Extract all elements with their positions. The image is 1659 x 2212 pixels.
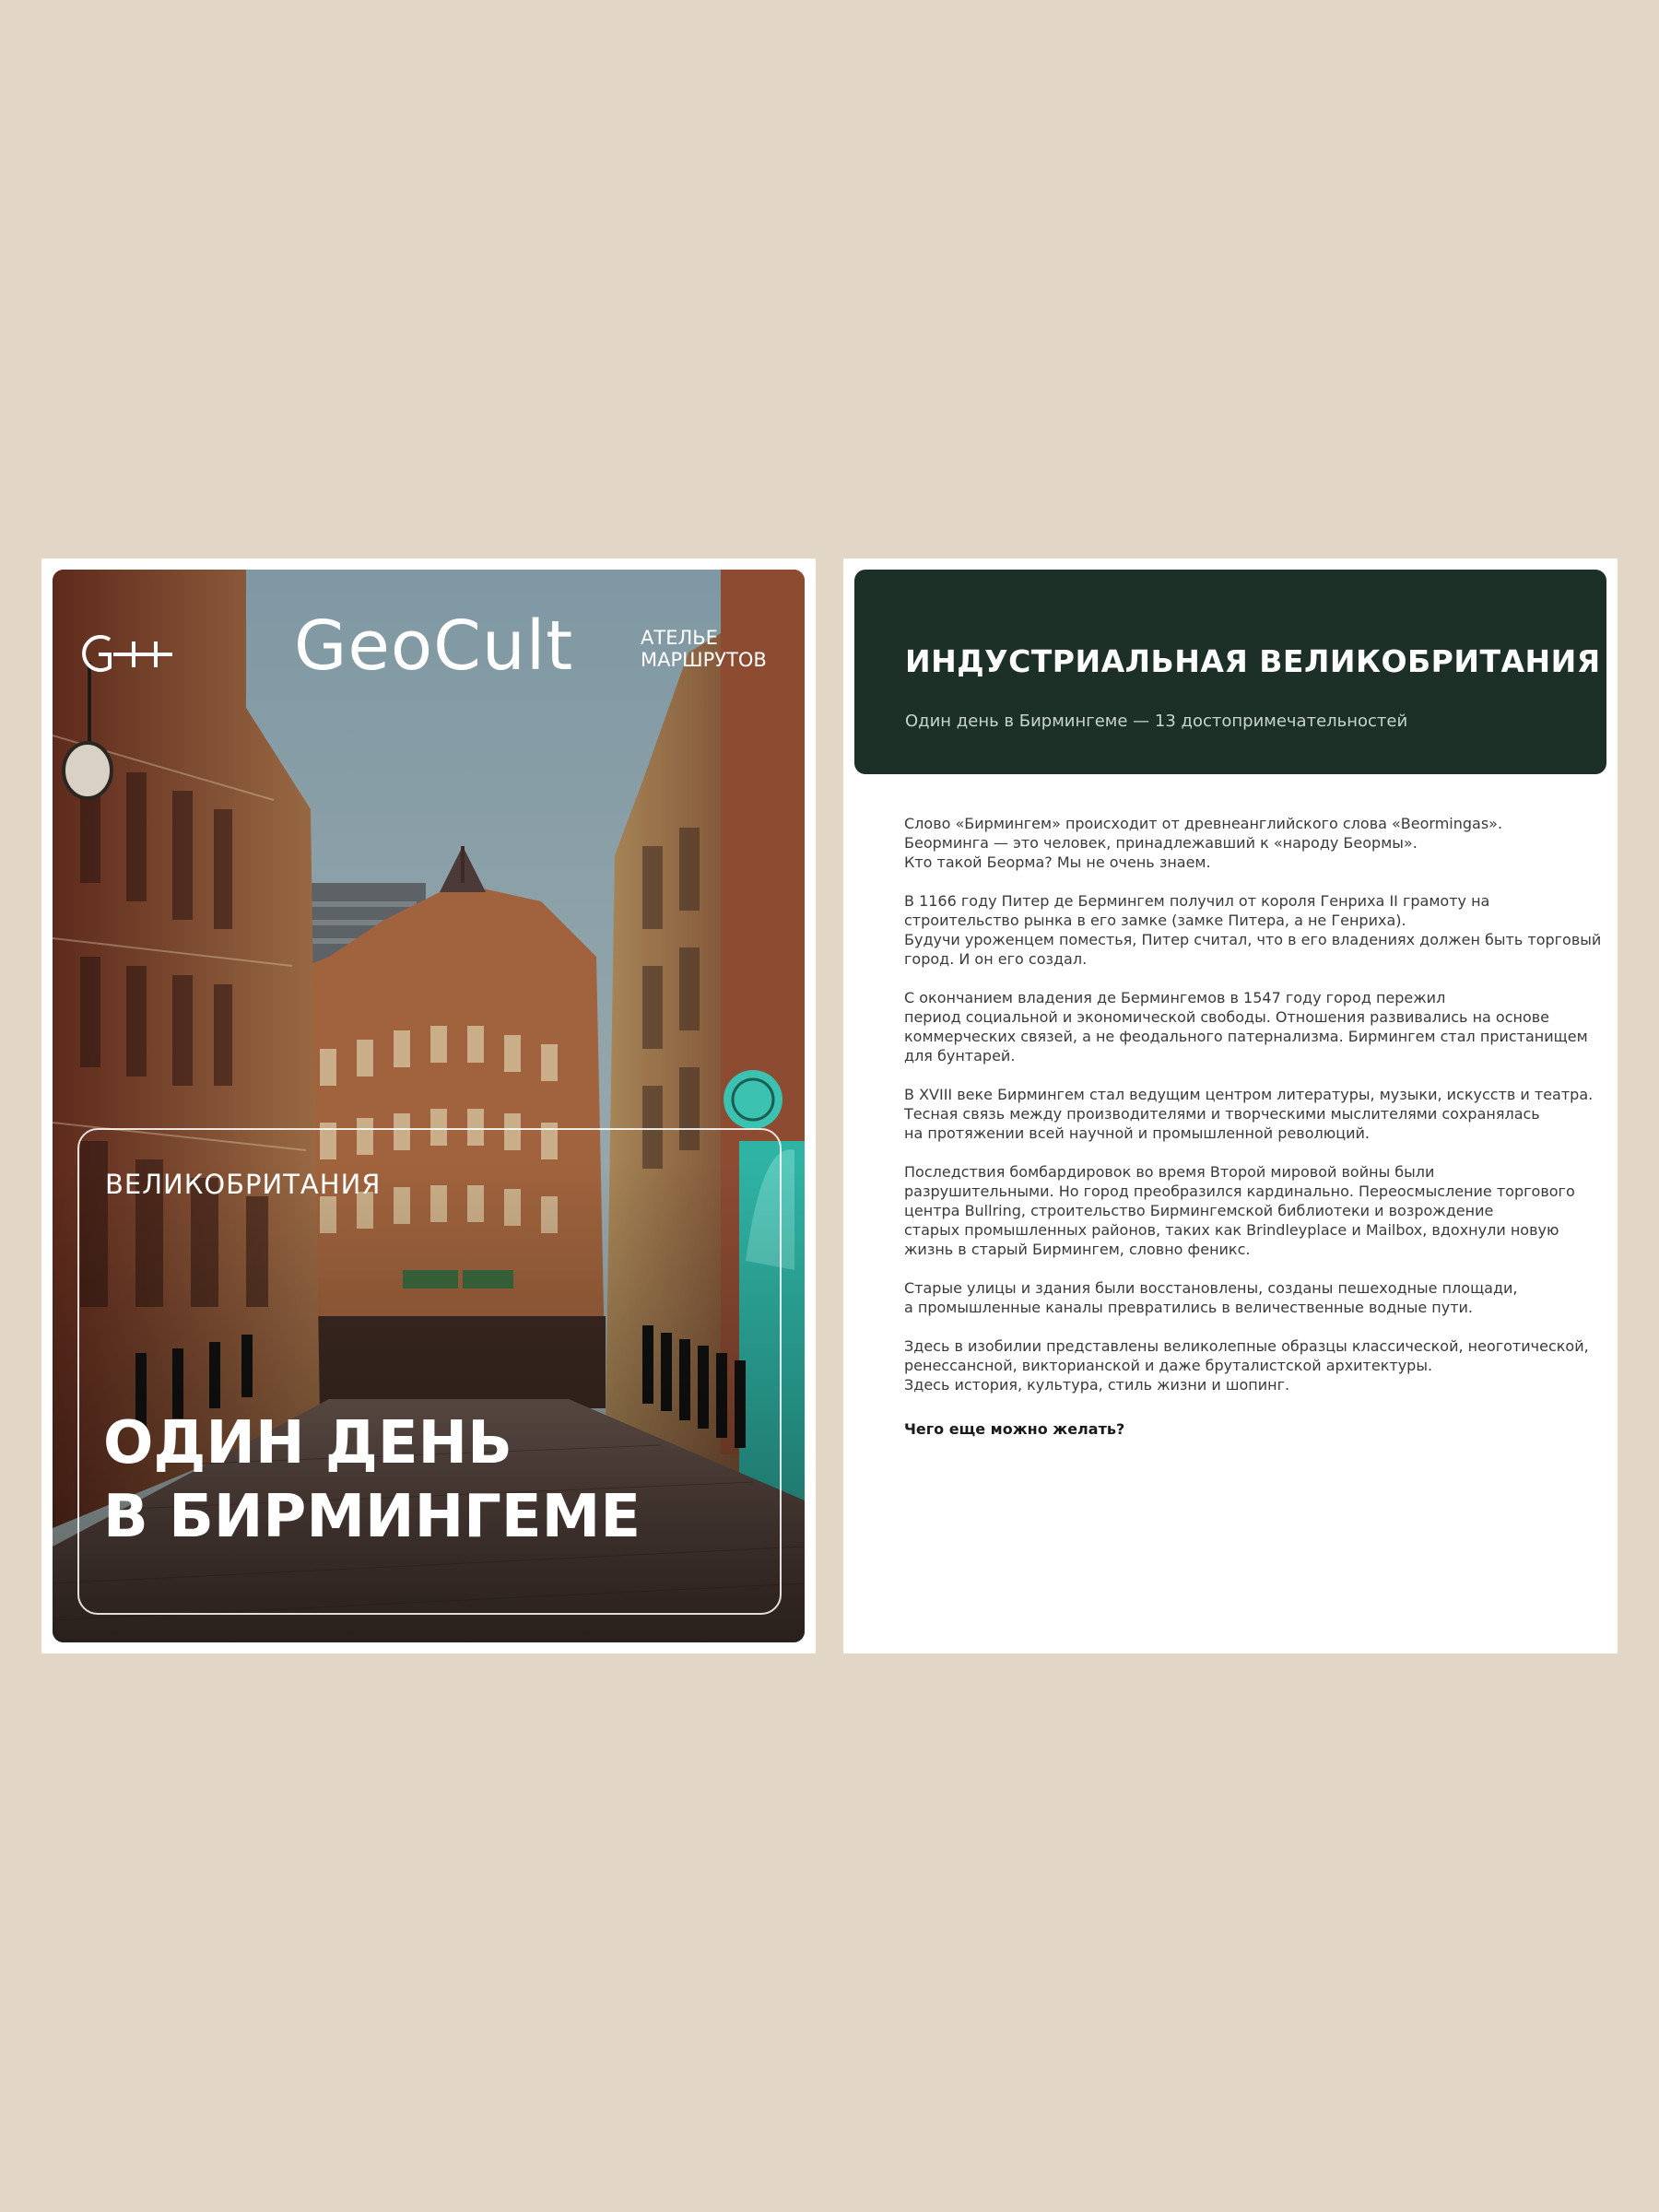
article-paragraph [904, 1336, 1589, 1394]
text-page [843, 559, 1618, 1653]
paragraph-line: разрушительными. Но город преобразился кардинально. Переосмысление торгового [904, 1182, 1575, 1200]
paragraph-line: коммерческих связей, а не феодального патернализма. Бирмингем стал пристанищем [904, 1028, 1588, 1045]
paragraph-line: С окончанием владения де Бермингемов в 1547 году город пережил [904, 989, 1446, 1006]
closing-line: Чего еще можно желать? [904, 1420, 1125, 1438]
article-paragraph [904, 891, 1602, 969]
paragraph-line: Старые улицы и здания были восстановлены, созданы пешеходные площади, [904, 1279, 1518, 1297]
article-paragraph [904, 1085, 1594, 1143]
paragraph-line: для бунтарей. [904, 1047, 1016, 1065]
brand-tagline-line: АТЕЛЬЕ [641, 627, 718, 649]
paragraph-line: жизнь в старый Бирмингем, словно феникс. [904, 1241, 1251, 1258]
cover-title-line: В БИРМИНГЕМЕ [103, 1483, 641, 1551]
cover-title [103, 1406, 641, 1554]
page-title: ИНДУСТРИАЛЬНАЯ ВЕЛИКОБРИТАНИЯ [905, 643, 1601, 679]
paragraph-line: Здесь в изобилии представлены великолепные образцы классической, неоготической, [904, 1337, 1589, 1355]
paragraph-line: ренессансной, викторианской и даже бруталистской архитектуры. [904, 1357, 1433, 1374]
paragraph-line: город. И он его создал. [904, 950, 1088, 968]
paragraph-line: период социальной и экономической свободы. Отношения развивались на основе [904, 1008, 1550, 1026]
paragraph-line: строительство рынка в его замке (замке Питера, а не Генриха). [904, 912, 1406, 929]
article-paragraph [904, 1162, 1575, 1259]
cover-photo-panel [53, 570, 805, 1642]
page-header [854, 570, 1606, 774]
paragraph-line: а промышленные каналы превратились в величественные водные пути. [904, 1299, 1474, 1316]
cover-page [41, 559, 816, 1653]
paragraph-line: центра Bullring, строительство Бирмингемской библиотеки и возрождение [904, 1202, 1494, 1219]
cover-country-label: ВЕЛИКОБРИТАНИЯ [105, 1169, 382, 1200]
article-paragraph [904, 814, 1557, 872]
paragraph-line: Беорминга — это человек, принадлежавший к «народу Беормы». [904, 834, 1418, 852]
paragraph-line: Тесная связь между производителями и творческими мыслителями сохранялась [904, 1105, 1540, 1123]
paragraph-line: Последствия бомбардировок во время Второй мировой войны были [904, 1163, 1435, 1181]
paragraph-line: старых промышленных районов, таких как Brindleyplace и Mailbox, вдохнули новую [904, 1221, 1559, 1239]
page-subtitle: Один день в Бирмингеме — 13 достопримечательностей [905, 712, 1408, 731]
paragraph-line: Здесь история, культура, стиль жизни и шопинг. [904, 1376, 1290, 1394]
article-paragraph [904, 988, 1588, 1065]
paragraph-line: на протяжении всей научной и промышленной революций. [904, 1124, 1370, 1142]
brand-tagline-line: МАРШРУТОВ [641, 649, 767, 671]
article-body [904, 814, 1602, 1414]
article-paragraph [904, 1278, 1557, 1317]
paragraph-line: В XVIII веке Бирмингем стал ведущим центром литературы, музыки, искусств и театра. [904, 1086, 1594, 1103]
gc-monogram-logo-icon [73, 630, 174, 677]
paragraph-line: Кто такой Беорма? Мы не очень знаем. [904, 853, 1211, 871]
brand-tagline [641, 627, 767, 671]
cover-title-line: ОДИН ДЕНЬ [103, 1409, 512, 1477]
paragraph-line: Будучи уроженцем поместья, Питер считал, что в его владениях должен быть торговый [904, 931, 1602, 948]
paragraph-line: Слово «Бирмингем» происходит от древнеанглийского слова «Beormingas». [904, 815, 1503, 832]
paragraph-line: В 1166 году Питер де Бермингем получил от короля Генриха II грамоту на [904, 892, 1490, 910]
brand-name: GeoCult [294, 606, 574, 686]
